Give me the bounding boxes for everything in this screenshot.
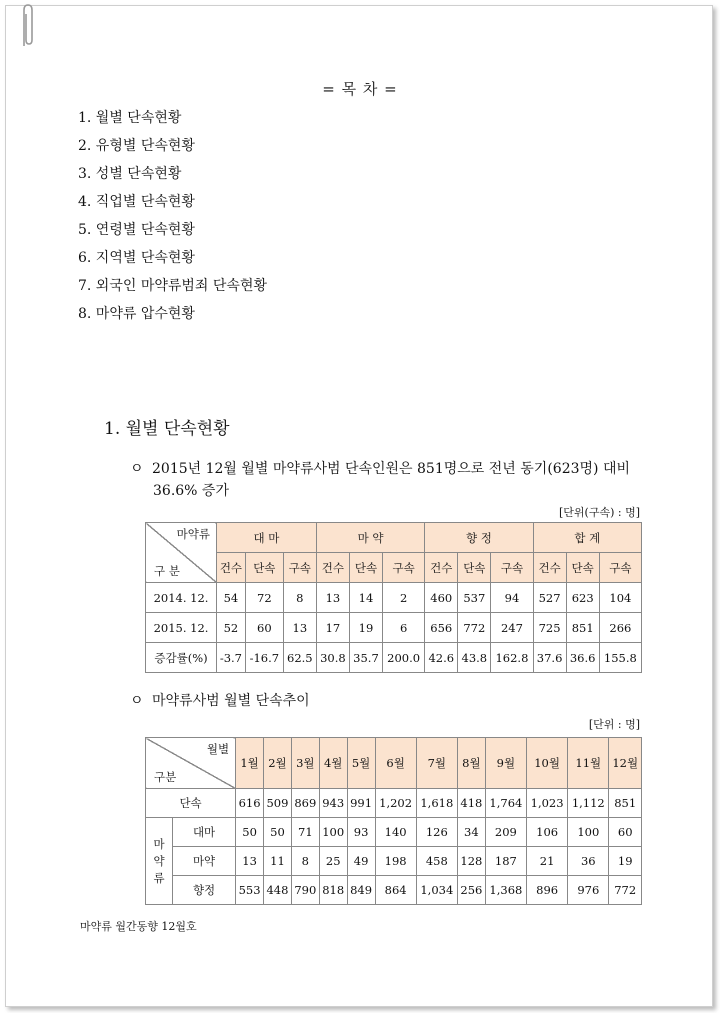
group-label-char: 약 [153, 853, 165, 868]
table-cell: 656 [425, 613, 458, 643]
month-header: 4월 [319, 738, 347, 789]
table-cell: 864 [375, 876, 416, 905]
table-cell: 35.7 [349, 643, 382, 673]
table-cell: 772 [458, 613, 491, 643]
table-cell: 13 [283, 613, 316, 643]
table-cell: 106 [527, 818, 568, 847]
table-cell: 200.0 [383, 643, 425, 673]
column-header: 건수 [533, 553, 566, 583]
toc-item[interactable]: 7. 외국인 마약류범죄 단속현황 [78, 278, 267, 294]
table-cell: 54 [217, 583, 246, 613]
column-header: 건수 [316, 553, 349, 583]
table-cell: 19 [609, 847, 642, 876]
month-header: 5월 [347, 738, 375, 789]
table-cell: 198 [375, 847, 416, 876]
table-cell: 458 [416, 847, 457, 876]
table-cell: 1,034 [416, 876, 457, 905]
table-cell: 772 [609, 876, 642, 905]
table-cell: 1,368 [485, 876, 526, 905]
monthly-comparison-table [145, 522, 642, 673]
toc-item[interactable]: 5. 연령별 단속현황 [78, 222, 195, 238]
table-cell: 140 [375, 818, 416, 847]
table-cell: 60 [609, 818, 642, 847]
column-header: 단속 [349, 553, 382, 583]
column-header: 구속 [283, 553, 316, 583]
column-header: 구속 [491, 553, 533, 583]
month-header: 7월 [416, 738, 457, 789]
table-cell: 991 [347, 789, 375, 818]
table-cell: 849 [347, 876, 375, 905]
table-cell: 725 [533, 613, 566, 643]
corner-bottom-label: 구 분 [154, 564, 180, 578]
row-label: 마약 [173, 847, 236, 876]
table-cell: 17 [316, 613, 349, 643]
table-cell: 93 [347, 818, 375, 847]
table-row [146, 583, 642, 613]
toc-item[interactable]: 8. 마약류 압수현황 [78, 306, 195, 322]
table-cell: 976 [568, 876, 609, 905]
table-cell: -16.7 [245, 643, 283, 673]
group-label [146, 818, 173, 905]
table-cell: 851 [609, 789, 642, 818]
table-cell: 21 [527, 847, 568, 876]
toc-item[interactable]: 3. 성별 단속현황 [78, 166, 182, 182]
table-row [146, 847, 642, 876]
month-header: 6월 [375, 738, 416, 789]
unit-label: [단위 : 명] [588, 718, 640, 731]
month-header: 10월 [527, 738, 568, 789]
table-row [146, 876, 642, 905]
table-cell: 60 [245, 613, 283, 643]
table-cell: 1,764 [485, 789, 526, 818]
table-cell: 869 [291, 789, 319, 818]
table-cell: 49 [347, 847, 375, 876]
table-cell: 13 [236, 847, 264, 876]
section-title: 1. 월별 단속현황 [104, 419, 230, 439]
table-cell: 34 [457, 818, 485, 847]
table-cell: 187 [485, 847, 526, 876]
table-cell: 100 [319, 818, 347, 847]
table-cell: 100 [568, 818, 609, 847]
toc-item[interactable]: 6. 지역별 단속현황 [78, 250, 195, 266]
table-cell: 6 [383, 613, 425, 643]
toc-title: = 목 차 = [322, 80, 398, 98]
table-row [146, 613, 642, 643]
table-cell: 209 [485, 818, 526, 847]
table-cell: 30.8 [316, 643, 349, 673]
trend-heading [130, 690, 310, 712]
table-cell: 50 [236, 818, 264, 847]
table-cell: 94 [491, 583, 533, 613]
table-cell: 14 [349, 583, 382, 613]
column-header: 구속 [599, 553, 641, 583]
table-cell: 851 [566, 613, 599, 643]
toc-item[interactable]: 2. 유형별 단속현황 [78, 138, 195, 154]
table-row [146, 789, 642, 818]
table-cell: 1,202 [375, 789, 416, 818]
table-cell: 13 [316, 583, 349, 613]
bullet-icon: ㅇ [130, 693, 144, 709]
toc-item[interactable]: 1. 월별 단속현황 [78, 110, 182, 126]
table-cell: 155.8 [599, 643, 641, 673]
table-cell: 162.8 [491, 643, 533, 673]
table-cell: 19 [349, 613, 382, 643]
column-header: 건수 [425, 553, 458, 583]
table-cell: 50 [264, 818, 292, 847]
unit-label: [단위(구속) : 명] [559, 506, 640, 519]
table-row [146, 643, 642, 673]
row-label: 향정 [173, 876, 236, 905]
table-cell: 247 [491, 613, 533, 643]
group-label-char: 류 [153, 870, 165, 885]
paperclip-icon [16, 2, 40, 52]
month-header: 9월 [485, 738, 526, 789]
table-cell: 818 [319, 876, 347, 905]
summary-paragraph [130, 458, 642, 502]
table-cell: 1,023 [527, 789, 568, 818]
column-header: 단속 [458, 553, 491, 583]
table-cell: 537 [458, 583, 491, 613]
row-label: 단속 [146, 789, 236, 818]
table-cell: 37.6 [533, 643, 566, 673]
group-header: 마 약 [316, 523, 424, 553]
table-cell: 553 [236, 876, 264, 905]
corner-top-label: 마약류 [176, 527, 210, 541]
summary-line-1: 2015년 12월 월별 마약류사범 단속인원은 851명으로 전년 동기(623명) 대비 [152, 461, 630, 477]
group-header: 합 계 [533, 523, 641, 553]
table-cell: 266 [599, 613, 641, 643]
column-header: 구속 [383, 553, 425, 583]
column-header: 단속 [566, 553, 599, 583]
toc-list [78, 108, 267, 332]
corner-bottom-label: 구분 [154, 770, 177, 784]
table-cell: -3.7 [217, 643, 246, 673]
group-header: 대 마 [217, 523, 317, 553]
table-cell: 1,618 [416, 789, 457, 818]
table-cell: 36.6 [566, 643, 599, 673]
table-row [146, 818, 642, 847]
table-cell: 1,112 [568, 789, 609, 818]
table-cell: 509 [264, 789, 292, 818]
table-cell: 790 [291, 876, 319, 905]
table-cell: 128 [457, 847, 485, 876]
month-header: 11월 [568, 738, 609, 789]
group-label-char: 마 [153, 836, 165, 851]
table-cell: 943 [319, 789, 347, 818]
table-cell: 616 [236, 789, 264, 818]
toc-item[interactable]: 4. 직업별 단속현황 [78, 194, 195, 210]
table-cell: 8 [283, 583, 316, 613]
monthly-trend-table [145, 737, 642, 905]
bullet-icon: ㅇ [130, 461, 144, 477]
month-header: 12월 [609, 738, 642, 789]
summary-line-2: 36.6% 증가 [153, 483, 229, 499]
row-label: 2014. 12. [146, 583, 217, 613]
table-cell: 623 [566, 583, 599, 613]
table-corner-header [146, 523, 217, 583]
table-cell: 418 [457, 789, 485, 818]
group-header: 향 정 [425, 523, 533, 553]
table-cell: 8 [291, 847, 319, 876]
table-cell: 527 [533, 583, 566, 613]
table-cell: 460 [425, 583, 458, 613]
table-cell: 448 [264, 876, 292, 905]
column-header: 단속 [245, 553, 283, 583]
month-header: 8월 [457, 738, 485, 789]
row-label: 대마 [173, 818, 236, 847]
month-header: 3월 [291, 738, 319, 789]
column-header: 건수 [217, 553, 246, 583]
corner-top-label: 월별 [206, 742, 230, 756]
table-cell: 43.8 [458, 643, 491, 673]
table-cell: 896 [527, 876, 568, 905]
page-footer: 마약류 월간동향 12월호 [80, 920, 197, 933]
table-cell: 256 [457, 876, 485, 905]
month-header: 1월 [236, 738, 264, 789]
table-cell: 72 [245, 583, 283, 613]
trend-title: 마약류사범 월별 단속추이 [152, 693, 310, 709]
table-corner-header [146, 738, 236, 789]
table-cell: 42.6 [425, 643, 458, 673]
table-cell: 2 [383, 583, 425, 613]
table-cell: 52 [217, 613, 246, 643]
table-cell: 104 [599, 583, 641, 613]
month-header: 2월 [264, 738, 292, 789]
table-cell: 36 [568, 847, 609, 876]
table-cell: 11 [264, 847, 292, 876]
row-label: 2015. 12. [146, 613, 217, 643]
table-cell: 25 [319, 847, 347, 876]
row-label: 증감률(%) [146, 643, 217, 673]
table-cell: 126 [416, 818, 457, 847]
table-cell: 62.5 [283, 643, 316, 673]
table-cell: 71 [291, 818, 319, 847]
